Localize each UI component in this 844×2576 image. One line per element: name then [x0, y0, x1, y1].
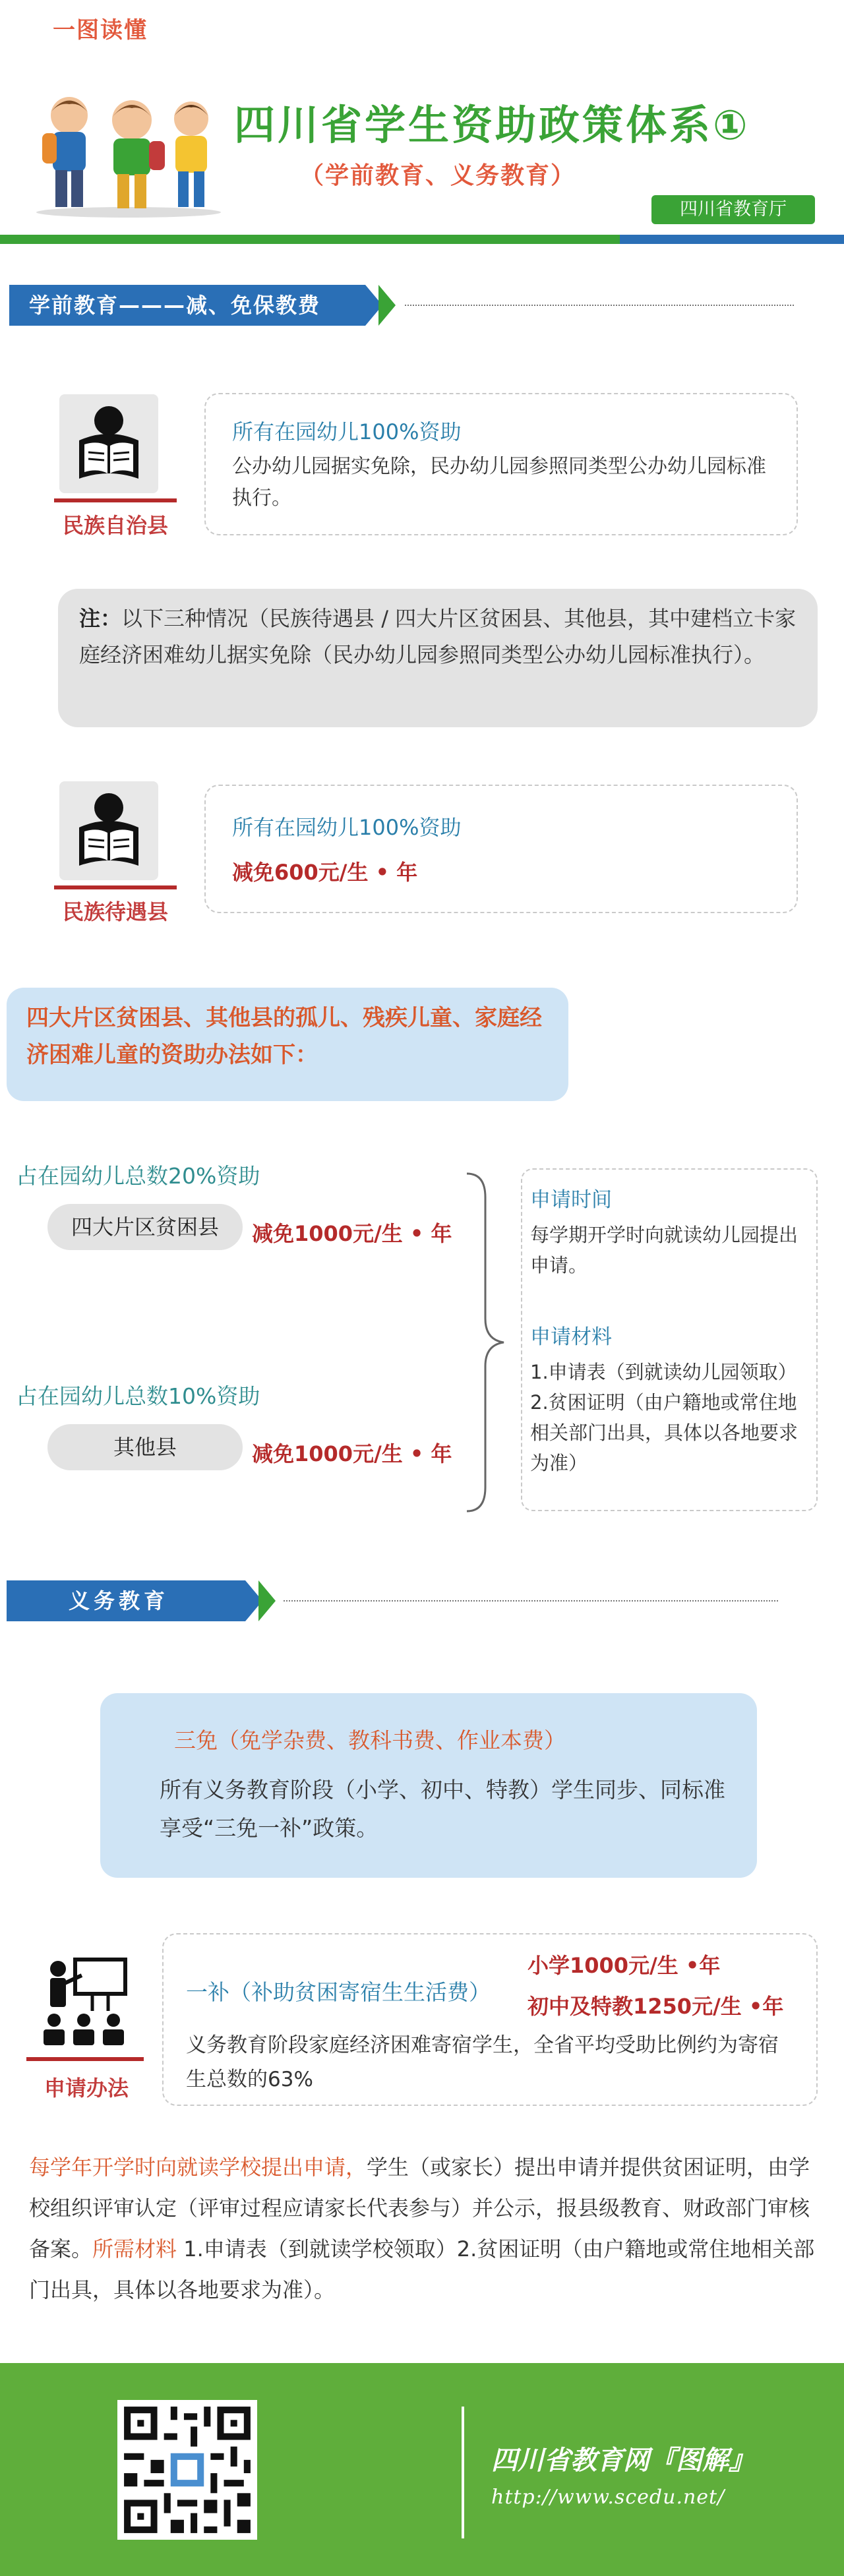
procedure-lead: 每学年开学时向就读学校提出申请， — [29, 2155, 367, 2180]
header-divider-blue — [620, 235, 844, 244]
footer-url-link[interactable]: http://www.scedu.net/ — [491, 2486, 725, 2509]
apply-method-caption: 申请办法 — [44, 2076, 129, 2101]
compulsory-section-title: 义务教育 — [7, 1580, 245, 1621]
preschool-section-title: 学前教育———减、免保教费 — [9, 285, 365, 326]
preschool-apply-box — [521, 1168, 818, 1511]
treated-county-box — [204, 785, 798, 913]
section-arrow-green — [378, 285, 396, 326]
autonomous-box-title: 所有在园幼儿100%资助 — [232, 419, 462, 444]
note-label: 注： — [79, 606, 122, 631]
treated-county-caption: 民族待遇县 — [62, 899, 168, 924]
treated-box-title: 所有在园幼儿100%资助 — [232, 815, 462, 840]
caption-underline — [54, 885, 177, 889]
note-text: 以下三种情况（民族待遇县 / 四大片区贫困县、其他县，其中建档立卡家庭经济困难幼儿据实免除（民办幼儿园参照同类型公办幼儿园标准执行）。 — [79, 606, 797, 667]
one-subsidy-title: 一补（补助贫困寄宿生生活费） — [186, 1979, 491, 2005]
section-arrow-green — [258, 1580, 276, 1621]
page-subtitle: （学前教育、义务教育） — [300, 162, 576, 189]
curly-brace-icon — [462, 1171, 514, 1514]
compulsory-section-header — [7, 1580, 778, 1621]
section-dotted-line — [405, 305, 794, 306]
apply-materials-title: 申请材料 — [530, 1325, 612, 1349]
apply-time-title: 申请时间 — [530, 1188, 612, 1212]
other-county-pill: 其他县 — [47, 1424, 243, 1470]
autonomous-county-caption: 民族自治县 — [62, 513, 168, 538]
footer-site-name: 四川省教育网『图解』 — [491, 2445, 755, 2476]
header-tag: 一图读懂 — [53, 17, 148, 44]
one-subsidy-text: 义务教育阶段家庭经济困难寄宿学生，全省平均受助比例约为寄宿生总数的63% — [186, 2033, 779, 2091]
procedure-materials-label: 所需材料 — [92, 2236, 177, 2261]
header-divider-green — [0, 235, 620, 244]
banner-text: 四大片区贫困县、其他县的孤儿、残疾儿童、家庭经济困难儿童的资助办法如下： — [26, 1005, 542, 1068]
one-subsidy-box — [162, 1933, 818, 2106]
reading-child-icon — [59, 781, 158, 880]
apply-material-1: 1.申请表（到就读幼儿园领取） — [530, 1361, 797, 1383]
poor-county-pill: 四大片区贫困县 — [47, 1204, 243, 1250]
qr-code-icon[interactable] — [117, 2400, 257, 2540]
poor-county-amount: 减免1000元/生 • 年 — [252, 1221, 452, 1246]
classroom-teacher-icon — [34, 1952, 133, 2051]
kids-illustration-icon — [33, 86, 224, 218]
poor-county-ratio: 占在园幼儿总数20%资助 — [16, 1163, 260, 1189]
procedure-body: 学生（或家长）提出申请并提供贫困证明，由学校组织评审认定（评审过程应请家长代表参与）并公示，报县级教育、财政部门审核备案。 — [29, 2155, 810, 2261]
apply-material-2: 2.贫困证明（由户籍地或常住地相关部门出具，具体以各地要求为准） — [530, 1391, 799, 1474]
three-free-text: 所有义务教育阶段（小学、初中、特教）学生同步、同标准享受“三免一补”政策。 — [160, 1777, 725, 1841]
primary-amount: 小学1000元/生 •年 — [528, 1953, 721, 1978]
compulsory-procedure — [29, 2147, 820, 2310]
autonomous-county-box — [204, 393, 798, 535]
other-county-amount: 减免1000元/生 • 年 — [252, 1441, 452, 1466]
footer-divider — [462, 2407, 464, 2538]
preschool-note — [58, 589, 818, 727]
other-county-ratio: 占在园幼儿总数10%资助 — [16, 1383, 260, 1409]
procedure-materials-text: 1.申请表（到就读学校领取）2.贫困证明（由户籍地或常住地相关部门出具，具体以各地要求为准）。 — [29, 2236, 815, 2302]
special-children-banner — [7, 988, 568, 1101]
caption-underline — [26, 2057, 144, 2061]
three-free-box — [100, 1693, 757, 1878]
reading-child-icon — [59, 394, 158, 493]
page-title: 四川省学生资助政策体系① — [234, 101, 750, 149]
preschool-section-header — [9, 285, 794, 326]
department-badge: 四川省教育厅 — [651, 195, 815, 224]
caption-underline — [54, 498, 177, 502]
section-dotted-line — [284, 1600, 778, 1602]
autonomous-box-text: 公办幼儿园据实免除，民办幼儿园参照同类型公办幼儿园标准执行。 — [232, 455, 766, 510]
three-free-title: 三免（免学杂费、教科书费、作业本费） — [174, 1727, 566, 1753]
middle-amount: 初中及特教1250元/生 •年 — [528, 1994, 784, 2019]
apply-time-text: 每学期开学时向就读幼儿园提出申请。 — [530, 1224, 799, 1276]
treated-box-amount: 减免600元/生 • 年 — [232, 860, 418, 885]
